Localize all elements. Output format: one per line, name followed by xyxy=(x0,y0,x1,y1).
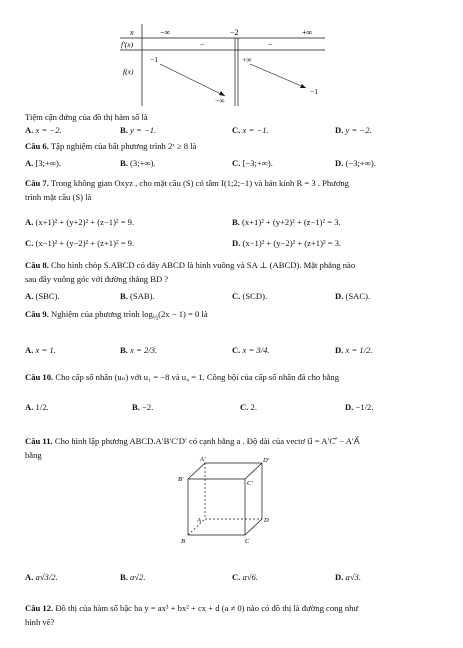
q8-option-d: D. (SAC). xyxy=(335,291,371,301)
cube-label-c-prime: C′ xyxy=(247,480,253,487)
cube-label-a: A xyxy=(197,517,201,524)
table-f-right-bottom: −1 xyxy=(310,87,319,96)
q12-stem-line1: Câu 12. Đồ thị của hàm số bậc ba y = ax³ + bx² + cx + d (a ≠ 0) nào có đồ thị là đường cong như xyxy=(25,603,359,613)
cube-label-a-prime: A′ xyxy=(200,456,206,463)
cube-label-b: B xyxy=(181,538,185,545)
q10-option-b: B. −2. xyxy=(132,402,154,412)
q11-option-a: A. a√3/2. xyxy=(25,572,58,582)
q8-stem-line2: sau đây vuông góc với đường thẳng BD ? xyxy=(25,274,169,284)
q9-stem: Câu 9. Nghiệm của phương trình $\log_{\frac{1}{2}}(2x - 1) = 0$ là xyxy=(25,309,208,322)
q11-stem-line1: Câu 11. Cho hình lập phương ABCD.A′B′C′D′ có cạnh bằng a . Độ dài của vectơ u⃗ = A′C′⃗ − A′A⃗ xyxy=(25,436,360,446)
q10-option-d: D. −1/2. xyxy=(345,402,374,412)
table-x-label: x xyxy=(130,28,134,37)
q7-option-c: C. (x−1)² + (y−2)² + (z+1)² = 9. xyxy=(25,238,135,248)
q11-option-d: D. a√3. xyxy=(335,572,361,582)
q8-option-c: C. (SCD). xyxy=(232,291,268,301)
q9-option-a: A. x = 1. xyxy=(25,345,56,355)
q10-option-c: C. 2. xyxy=(240,402,257,412)
q10-option-a: A. 1/2. xyxy=(25,402,49,412)
table-x-minus-2: −2 xyxy=(230,28,239,37)
cube-label-b-prime: B′ xyxy=(178,476,184,483)
table-f-label: f(x) xyxy=(123,67,134,76)
q9-option-b: B. x = 2/3. xyxy=(120,345,158,355)
q8-stem-line1: Câu 8. Cho hình chóp S.ABCD có đáy ABCD là hình vuông và SA ⊥ (ABCD). Mặt phẳng nào xyxy=(25,260,356,270)
q6-option-d: D. (−3;+∞). xyxy=(335,158,376,168)
q5-option-a: A. x = −2. xyxy=(25,125,62,135)
q7-stem-line1: Câu 7. Trong không gian Oxyz , cho mặt cầu (S) có tâm I(1;2;−1) và bán kính R = 3 . Phương xyxy=(25,178,349,188)
q7-option-a: A. (x+1)² + (y+2)² + (z−1)² = 9. xyxy=(25,217,135,227)
cube-label-d-prime: D′ xyxy=(263,457,270,464)
q6-option-b: B. (3;+∞). xyxy=(120,158,156,168)
q9-option-c: C. x = 3/4. xyxy=(232,345,270,355)
q7-option-d: D. (x−1)² + (y−2)² + (z+1)² = 3. xyxy=(232,238,342,248)
q7-stem-line2: trình mặt cầu (S) là xyxy=(25,192,92,202)
q6-option-c: C. [−3;+∞). xyxy=(232,158,273,168)
q6-stem: Câu 6. Tập nghiệm của bất phương trình 2ˣ ≥ 8 là xyxy=(25,141,197,151)
q5-option-b: B. y = −1. xyxy=(120,125,157,135)
q11-option-c: C. a√6. xyxy=(232,572,258,582)
q5-option-c: C. x = −1. xyxy=(232,125,269,135)
q6-option-a: A. [3;+∞). xyxy=(25,158,62,168)
table-x-plus-inf: +∞ xyxy=(302,28,313,37)
arrow-decrease-left xyxy=(160,64,225,96)
q5-stem: Tiệm cận đứng của đồ thị hàm số là xyxy=(25,112,148,122)
table-fprime-label: f′(x) xyxy=(121,40,134,49)
table-x-minus-inf: −∞ xyxy=(160,28,171,37)
q8-option-b: B. (SAB). xyxy=(120,291,155,301)
q11-option-b: B. a√2. xyxy=(120,572,146,582)
table-sign-right: − xyxy=(268,40,273,49)
cube-label-c: C xyxy=(245,538,250,545)
q7-option-b: B. (x+1)² + (y+2)² + (z−1)² = 3. xyxy=(232,217,341,227)
q10-stem: Câu 10. Cho cấp số nhân (uₙ) với u₁ = −8 và u₄ = 1. Công bội của cấp số nhân đã cho bằng xyxy=(25,372,340,382)
q9-option-d: D. x = 1/2. xyxy=(335,345,373,355)
table-sign-left: − xyxy=(200,40,205,49)
q12-stem-line2: hình vẽ? xyxy=(25,617,55,627)
q5-option-d: D. y = −2. xyxy=(335,125,372,135)
table-f-right-top: +∞ xyxy=(242,55,252,64)
cube-figure xyxy=(170,455,290,560)
arrow-decrease-right xyxy=(250,64,306,88)
table-f-left-top: −1 xyxy=(150,55,159,64)
table-f-left-bottom: −∞ xyxy=(215,96,225,105)
q11-stem-line2: bằng xyxy=(25,450,42,460)
q8-option-a: A. (SBC). xyxy=(25,291,60,301)
variation-table xyxy=(120,24,330,108)
cube-label-d: D xyxy=(264,517,269,524)
